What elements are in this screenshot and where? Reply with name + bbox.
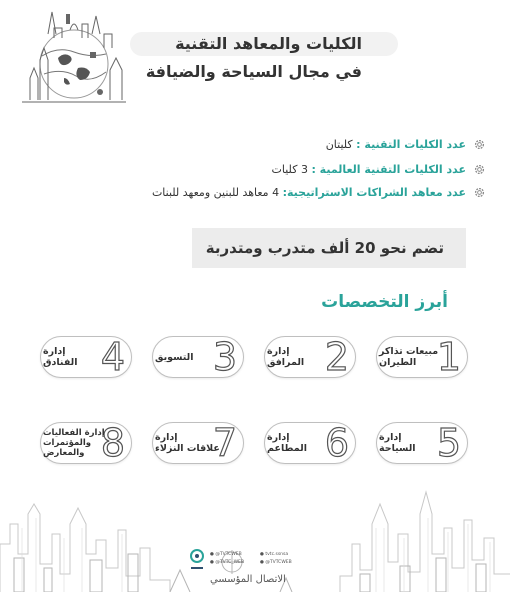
gear-icon: [473, 138, 486, 151]
specialty-card: [152, 336, 244, 378]
stat-label: عدد معاهد الشراكات الاستراتيجية:: [282, 186, 466, 199]
specialty-label: التسويق: [155, 351, 194, 363]
snapchat-icon: ●: [260, 560, 264, 565]
specialty-number: 1: [436, 335, 461, 379]
stat-value: 3 كليات: [271, 163, 312, 176]
youtube-icon: ●: [210, 560, 214, 565]
specialty-number: 4: [100, 335, 125, 379]
stat-label: عدد الكليات التقنية :: [356, 138, 466, 151]
twitter-icon: ●: [210, 552, 214, 557]
specialty-card: [152, 422, 244, 464]
specialty-number: 2: [324, 335, 349, 379]
title-line-2: في مجال السياحة والضيافة: [145, 62, 362, 81]
stat-partnership-institutes: [152, 185, 466, 201]
stat-value: 4 معاهد للبنين ومعهد للبنات: [151, 186, 283, 199]
instagram-icon: ●: [260, 552, 264, 557]
gear-icon: [473, 186, 486, 199]
social-handle: ● tvtc.ssnsa: [260, 552, 289, 557]
stat-international-colleges: [272, 162, 466, 178]
specialty-label: مبيعات تذاكر الطيران: [379, 346, 439, 368]
specialty-number: 5: [436, 421, 461, 465]
specialty-card: [40, 336, 132, 378]
social-handle: ● @TVTCWEB: [210, 552, 242, 557]
footer-contact: [188, 548, 324, 588]
trainees-banner: [192, 228, 466, 268]
gear-icon: [473, 163, 486, 176]
specialty-label: إدارة المطاعم: [267, 432, 307, 454]
stat-technical-colleges: [326, 137, 466, 153]
tvtc-logo-icon: [188, 548, 206, 572]
globe-landmarks-illustration: [18, 8, 128, 108]
specialty-label: إدارة السياحة: [379, 432, 416, 454]
section-title: أبرز التخصصات: [321, 292, 448, 312]
specialty-label: إدارة الفعاليات والمؤتمرات والمعارض: [43, 428, 105, 458]
title-line-1: الكليات والمعاهد التقنية: [175, 34, 362, 53]
specialty-number: 3: [212, 335, 237, 379]
social-handle: ● @TVTC_WEB: [210, 560, 244, 565]
specialty-number: 7: [212, 421, 237, 465]
specialty-number: 8: [100, 421, 125, 465]
page-title: [130, 32, 398, 86]
specialty-card: [40, 422, 132, 464]
stat-value: كليتان: [325, 138, 357, 151]
stat-label: عدد الكليات التقنية العالمية :: [311, 163, 466, 176]
social-handle: ● @TVTCWEB: [260, 560, 292, 565]
specialty-label: إدارة الفنادق: [43, 346, 78, 368]
specialty-card: [264, 422, 356, 464]
specialty-card: [376, 336, 468, 378]
footer-caption: الاتصال المؤسسي: [210, 574, 286, 585]
specialty-number: 6: [324, 421, 349, 465]
banner-text: تضم نحو 20 ألف متدرب ومتدربة: [205, 239, 444, 257]
specialty-card: [376, 422, 468, 464]
specialty-label: إدارة علاقات النزلاء: [155, 432, 220, 454]
specialty-label: إدارة المرافق: [267, 346, 305, 368]
specialty-card: [264, 336, 356, 378]
